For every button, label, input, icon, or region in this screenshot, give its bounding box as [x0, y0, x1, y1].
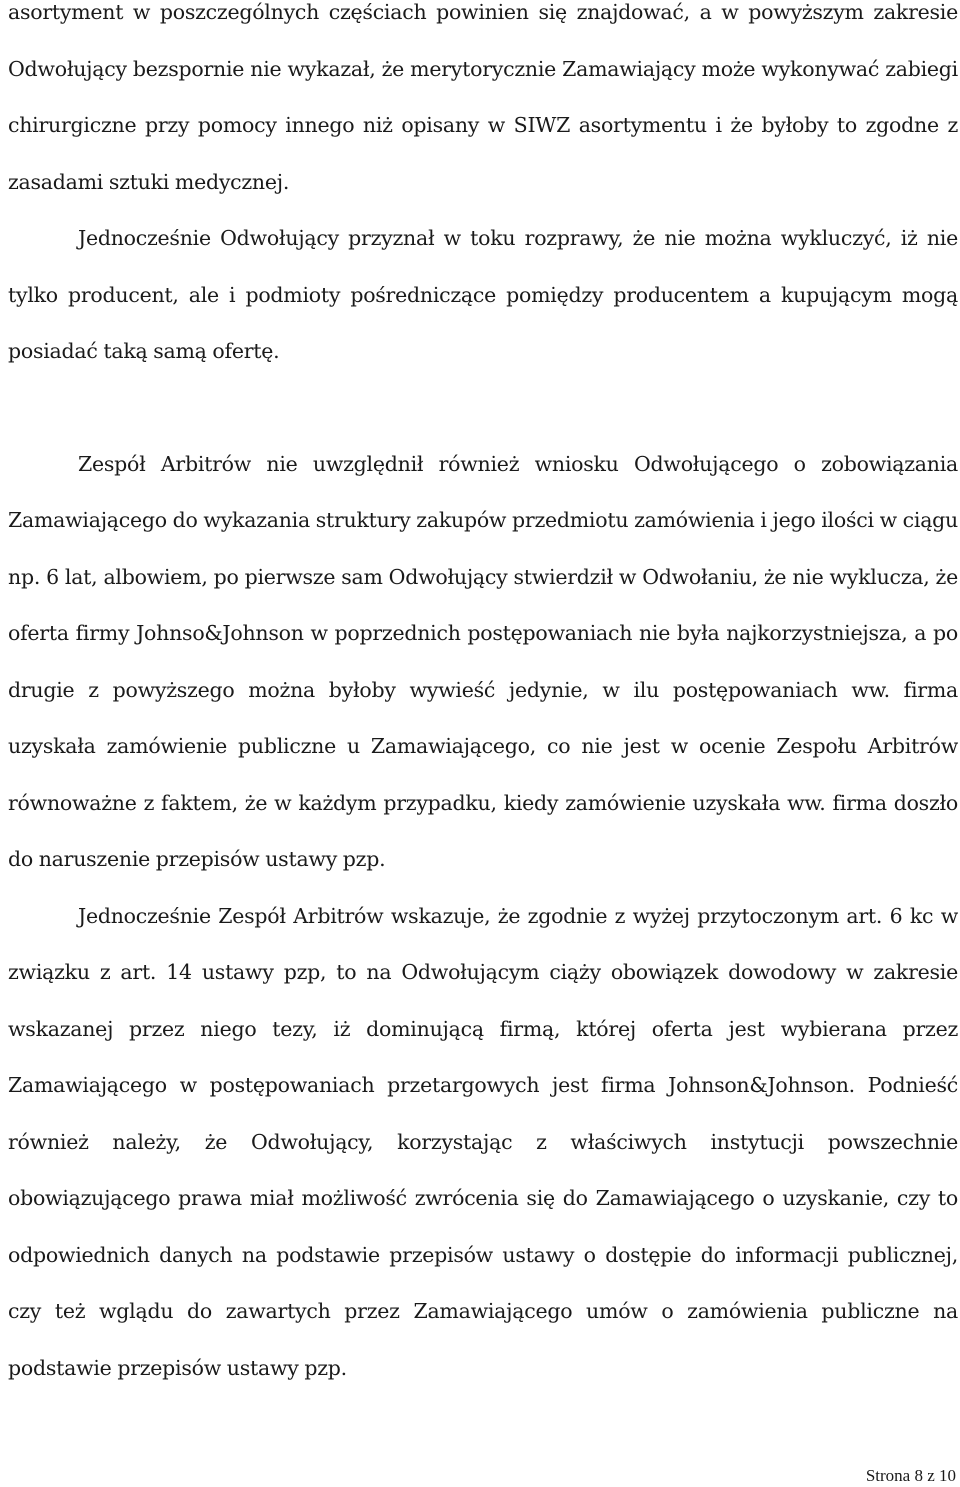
paragraph-4: Jednocześnie Zespół Arbitrów wskazuje, że zgodnie z wyżej przytoczonym art. 6 kc w związku z art. 14 ustawy pzp, to na Odwołującym ciąży obowiązek dowodowy w zakresie wskazanej przez niego tezy, iż dominującą firmą, której oferta jest wybierana przez Zamawiającego w postępowaniach przetargowych jest firma Johnson&Johnson. Podnieść również należy, że Odwołujący, korzystając z właściwych instytucji powszechnie obowiązującego prawa miał możliwość zwrócenia się do Zamawiającego o uzyskanie, czy to odpowiednich danych na podstawie przepisów ustawy o dostępie do informacji publicznej, czy też wglądu do zawartych przez Zamawiającego umów o zamówienia publiczne na podstawie przepisów ustawy pzp.	[8, 903, 958, 1380]
paragraph-3: Zespół Arbitrów nie uwzględnił również wniosku Odwołującego o zobowiązania Zamawiającego do wykazania struktury zakupów przedmiotu zamówienia i jego ilości w ciągu np. 6 lat, albowiem, po pierwsze sam Odwołujący stwierdził w Odwołaniu, że nie wyklucza, że oferta firmy Johnso&Johnson w poprzednich postępowaniach nie była najkorzystniejsza, a po drugie z powyższego można byłoby wywieść jedynie, w ilu postępowaniach ww. firma uzyskała zamówienie publiczne u Zamawiającego, co nie jest w ocenie Zespołu Arbitrów równoważne z faktem, że w każdym przypadku, kiedy zamówienie uzyskała ww. firma doszło do naruszenie przepisów ustawy pzp.	[8, 451, 958, 871]
document-body	[8, 0, 958, 1396]
paragraph-2: Jednocześnie Odwołujący przyznał w toku rozprawy, że nie można wykluczyć, iż nie tylko producent, ale i podmioty pośredniczące pomiędzy producentem a kupującym mogą posiadać taką samą ofertę.	[8, 226, 958, 363]
paragraph-1: asortyment w poszczególnych częściach powinien się znajdować, a w powyższym zakresie Odwołujący bezspornie nie wykazał, że merytorycznie Zamawiający może wykonywać zabiegi chirurgiczne przy pomocy innego niż opisany w SIWZ asortymentu i że byłoby to zgodne z zasadami sztuki medycznej.	[8, 0, 958, 194]
page-number-footer: Strona 8 z 10	[865, 1466, 956, 1485]
